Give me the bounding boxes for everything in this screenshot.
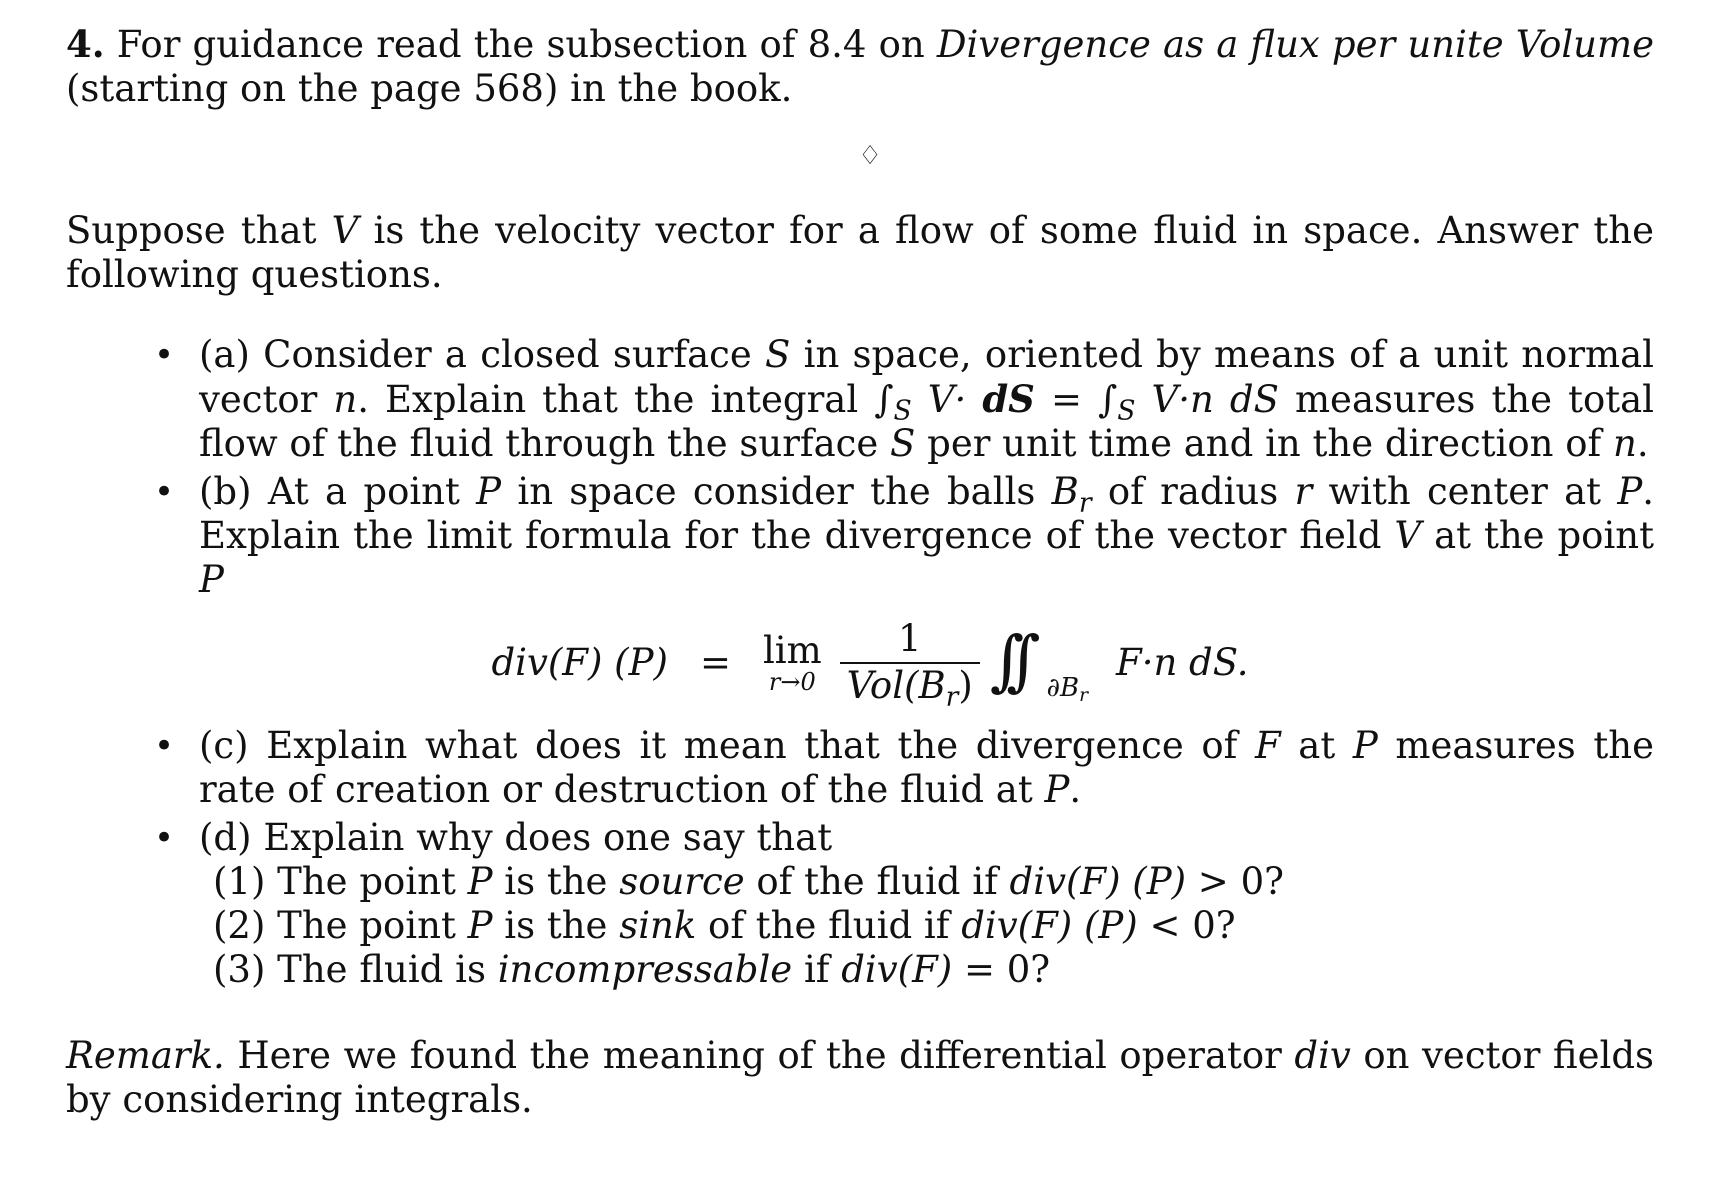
question-d-sublist	[199, 860, 1654, 992]
diamond-separator: ♢	[858, 141, 882, 171]
question-b: • (b) At a point P in space consider the balls $B_r$ of radius r with center at P. Explain the limit formula for the divergence of the vector field V at the point P	[154, 470, 1655, 601]
divergence-limit-formula	[66, 608, 1654, 718]
question-a: • (a) Consider a closed surface S in space, oriented by means of a unit normal vector n. Explain that the integral $\int_S$ V· dS = $\int_S$ V·n dS measures the total flow of the fluid through the surface S per unit time and in the direction of n.	[154, 333, 1654, 465]
integral-domain: $\partial B_r$	[1046, 673, 1089, 707]
double-integral-sign: ∫∫	[989, 622, 1023, 699]
question-d-item-3: (3) The fluid is incompressable if div(F) = 0?	[213, 948, 1051, 991]
remark-label: Remark.	[66, 1034, 225, 1077]
bullet-icon: •	[154, 335, 175, 375]
problem-heading: 4. For guidance read the subsection of 8.4 on Divergence as a flux per unite Volume (starting on the page 568) in the book.	[66, 22, 1654, 110]
remark-paragraph: Remark. Here we found the meaning of the differential operator div on vector fields by considering integrals.	[66, 1034, 1655, 1121]
volume-fraction: $\frac{1}{Vol(B_r)}$	[840, 618, 980, 708]
formula-row	[66, 608, 1654, 718]
integral-sign: ∫	[874, 378, 894, 421]
question-d: • (d) Explain why does one say that (1) The point P is the source of the fluid if div(F) (P) > 0? (2) The point P is the sink of the fluid if div(F) (P) < 0? (3) The fluid is incompressable if div(F) = 0?	[66, 816, 1654, 992]
formula-equals: =	[699, 641, 731, 684]
integrand: F·n dS.	[1116, 641, 1249, 684]
problem-number: 4.	[66, 22, 105, 66]
section-title: Divergence as a flux per unite Volume	[936, 23, 1654, 66]
question-d-item-1: (1) The point P is the source of the fluid if div(F) (P) > 0?	[213, 860, 1284, 903]
bullet-icon: •	[154, 472, 175, 512]
formula-lhs: div(F) (P)	[491, 641, 668, 684]
bullet-icon: •	[154, 726, 175, 766]
bullet-icon: •	[154, 818, 175, 858]
limit-operator: lim r→0	[762, 629, 822, 696]
question-d-item-2: (2) The point P is the sink of the fluid if div(F) (P) < 0?	[213, 904, 1236, 947]
document-page	[66, 22, 1654, 1122]
question-c: • (c) Explain what does it mean that the divergence of F at P measures the rate of creation or destruction of the fluid at P.	[154, 724, 1654, 811]
integral-sign: ∫	[1097, 378, 1118, 421]
intro-paragraph: Suppose that V is the velocity vector for a flow of some fluid in space. Answer the following questions.	[66, 209, 1654, 296]
question-list	[66, 333, 1654, 992]
